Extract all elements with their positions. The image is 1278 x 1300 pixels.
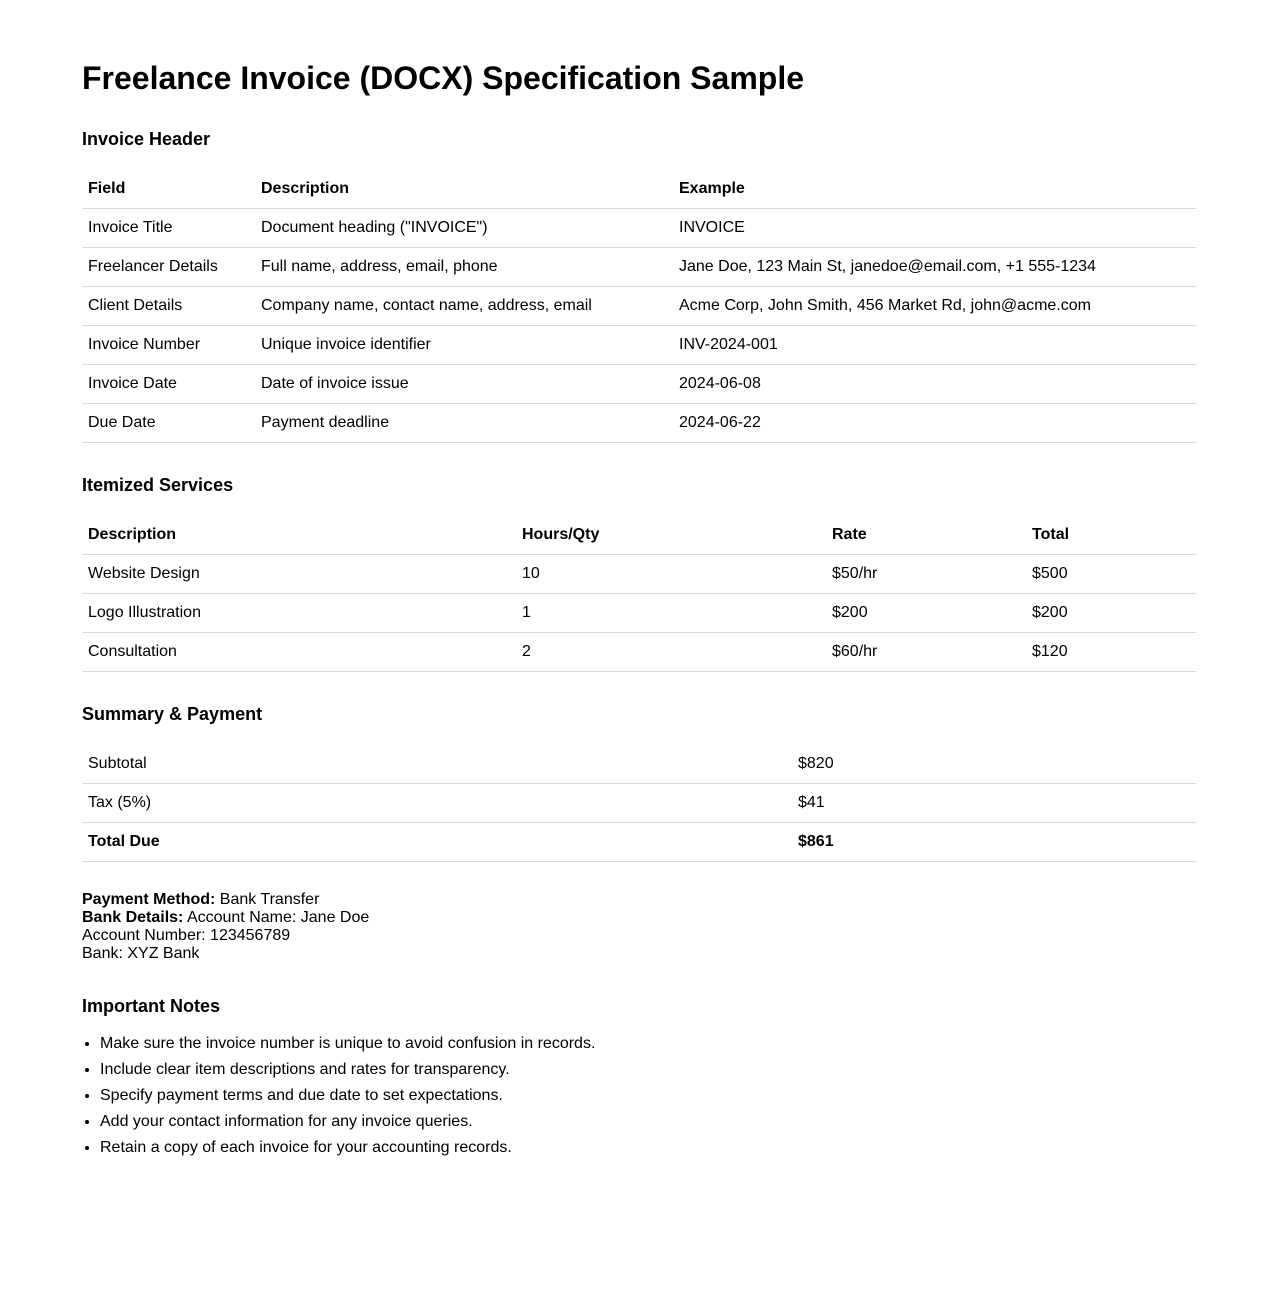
table-header-row — [82, 516, 1196, 555]
bank-details-label: Bank Details: — [82, 909, 184, 926]
list-item: • Retain a copy of each invoice for your accounting records. — [100, 1138, 595, 1158]
table-cell: 2 — [516, 633, 826, 672]
page-title: Freelance Invoice (DOCX) Specification Sample — [82, 60, 804, 96]
table-row — [82, 555, 1196, 594]
bank-details-value: Account Name: Jane Doe — [183, 909, 370, 926]
table-cell: Subtotal — [82, 745, 792, 784]
table-row — [82, 248, 1196, 287]
table-cell: Logo Illustration — [82, 594, 516, 633]
column-header: Hours/Qty — [516, 516, 826, 555]
table-cell: $500 — [1026, 555, 1196, 594]
section-heading-invoice-header: Invoice Header — [82, 129, 211, 149]
section-heading-important-notes: Important Notes — [82, 996, 221, 1016]
table-row — [82, 209, 1196, 248]
table-cell: INV-2024-001 — [673, 326, 1196, 365]
table-cell: Consultation — [82, 633, 516, 672]
section-heading-itemized-services: Itemized Services — [82, 475, 234, 495]
column-header: Field — [82, 170, 255, 209]
table-row — [82, 784, 1196, 823]
table-cell: $820 — [792, 745, 1196, 784]
table-header-row — [82, 170, 1196, 209]
table-row — [82, 365, 1196, 404]
table-cell: Freelancer Details — [82, 248, 255, 287]
payment-method-label: Payment Method: — [82, 891, 216, 908]
table-cell: $50/hr — [826, 555, 1026, 594]
table-cell: $200 — [826, 594, 1026, 633]
table-cell: Total Due — [82, 823, 792, 862]
payment-method-line — [82, 891, 369, 909]
table-cell: Invoice Date — [82, 365, 255, 404]
list-item: • Specify payment terms and due date to set expectations. — [100, 1086, 595, 1106]
table-cell: Tax (5%) — [82, 784, 792, 823]
itemized-services-table — [82, 516, 1196, 672]
bank-name-line: Bank: XYZ Bank — [82, 945, 200, 962]
section-heading-summary: Summary & Payment — [82, 704, 263, 724]
table-row — [82, 745, 1196, 784]
table-cell: $41 — [792, 784, 1196, 823]
table-cell: INVOICE — [673, 209, 1196, 248]
bank-details-line — [82, 909, 369, 927]
table-row — [82, 404, 1196, 443]
table-cell: Full name, address, email, phone — [255, 248, 673, 287]
table-cell: $861 — [792, 823, 1196, 862]
table-cell: Payment deadline — [255, 404, 673, 443]
table-row — [82, 287, 1196, 326]
column-header: Total — [1026, 516, 1196, 555]
payment-method-value: Bank Transfer — [215, 891, 320, 908]
table-cell: 1 — [516, 594, 826, 633]
list-item: • Make sure the invoice number is unique to avoid confusion in records. — [100, 1034, 595, 1054]
invoice-header-table — [82, 170, 1196, 443]
summary-table — [82, 745, 1196, 862]
table-cell: 2024-06-08 — [673, 365, 1196, 404]
column-header: Description — [255, 170, 673, 209]
table-cell: Website Design — [82, 555, 516, 594]
column-header: Description — [82, 516, 516, 555]
column-header: Rate — [826, 516, 1026, 555]
table-row — [82, 633, 1196, 672]
table-cell: Invoice Title — [82, 209, 255, 248]
table-cell: $120 — [1026, 633, 1196, 672]
table-cell: Company name, contact name, address, email — [255, 287, 673, 326]
list-item: • Add your contact information for any invoice queries. — [100, 1112, 595, 1132]
total-due-row — [82, 823, 1196, 862]
table-row — [82, 594, 1196, 633]
table-cell: $60/hr — [826, 633, 1026, 672]
table-cell: Unique invoice identifier — [255, 326, 673, 365]
table-cell: $200 — [1026, 594, 1196, 633]
table-cell: Date of invoice issue — [255, 365, 673, 404]
notes-list — [82, 1034, 595, 1164]
payment-details — [82, 891, 369, 963]
table-row — [82, 326, 1196, 365]
table-cell: Invoice Number — [82, 326, 255, 365]
table-cell: Jane Doe, 123 Main St, janedoe@email.com, +1 555-1234 — [673, 248, 1196, 287]
table-cell: 10 — [516, 555, 826, 594]
table-cell: Client Details — [82, 287, 255, 326]
column-header: Example — [673, 170, 1196, 209]
table-cell: 2024-06-22 — [673, 404, 1196, 443]
table-cell: Document heading ("INVOICE") — [255, 209, 673, 248]
account-number-line: Account Number: 123456789 — [82, 927, 291, 944]
table-cell: Acme Corp, John Smith, 456 Market Rd, john@acme.com — [673, 287, 1196, 326]
list-item: • Include clear item descriptions and rates for transparency. — [100, 1060, 595, 1080]
table-cell: Due Date — [82, 404, 255, 443]
